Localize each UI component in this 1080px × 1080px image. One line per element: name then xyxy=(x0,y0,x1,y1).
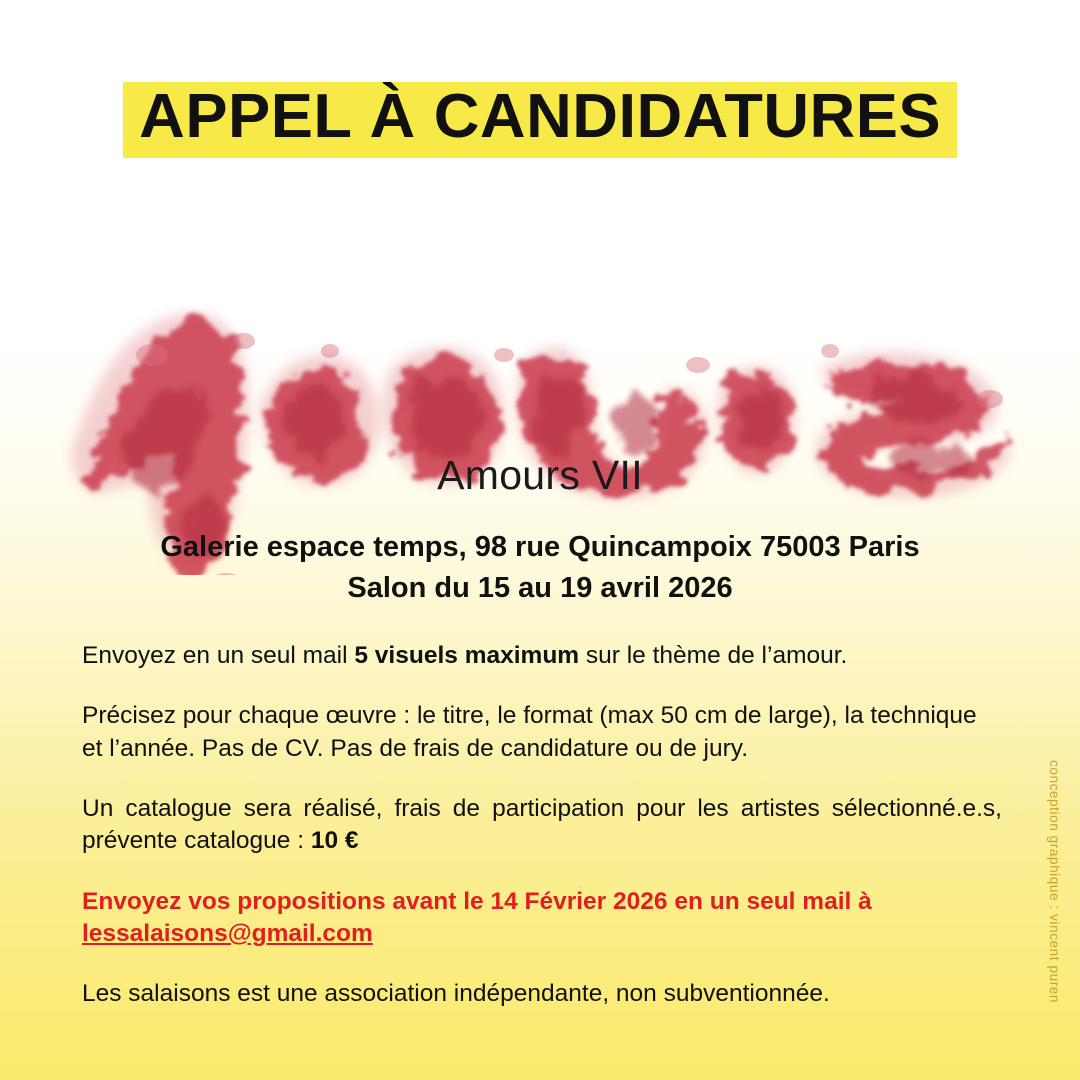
page-title: APPEL À CANDIDATURES xyxy=(123,82,958,158)
paragraph-submission-part1: Envoyez en un seul mail xyxy=(82,642,355,669)
venue-address: Galerie espace temps, 98 rue Quincampoix 75003 Paris xyxy=(160,531,920,563)
watercolor-svg xyxy=(30,155,1040,575)
body-copy xyxy=(82,640,1002,1039)
paragraph-catalogue-text: Un catalogue sera réalisé, frais de participation pour les artistes sélectionné.e.s, prévente catalogue : xyxy=(82,794,1002,855)
paragraph-catalogue xyxy=(82,793,1002,858)
exhibition-subtitle: Amours VII xyxy=(437,452,643,498)
design-credit: conception graphique : vincent puren xyxy=(1047,760,1062,1004)
paragraph-deadline xyxy=(82,886,1002,951)
title-container xyxy=(0,82,1080,158)
paragraph-submission xyxy=(82,640,1002,672)
paragraph-submission-emphasis: 5 visuels maximum xyxy=(354,642,580,669)
contact-email-link[interactable]: lessalaisons@gmail.com xyxy=(82,919,373,947)
paragraph-details: Précisez pour chaque œuvre : le titre, le format (max 50 cm de large), la technique et l’année. Pas de CV. Pas de frais de candidature ou de jury. xyxy=(82,702,977,762)
venue-dates: Salon du 15 au 19 avril 2026 xyxy=(347,572,733,605)
paragraph-catalogue-price: 10 € xyxy=(310,827,359,855)
paragraph-submission-part2: sur le thème de l’amour. xyxy=(579,642,848,669)
watercolor-artwork-amours xyxy=(30,155,1040,575)
paragraph-association: Les salaisons est une association indépendante, non subventionnée. xyxy=(82,980,830,1008)
venue-block xyxy=(0,527,1080,609)
deadline-text: Envoyez vos propositions avant le 14 Février 2026 en un seul mail à xyxy=(82,887,872,915)
